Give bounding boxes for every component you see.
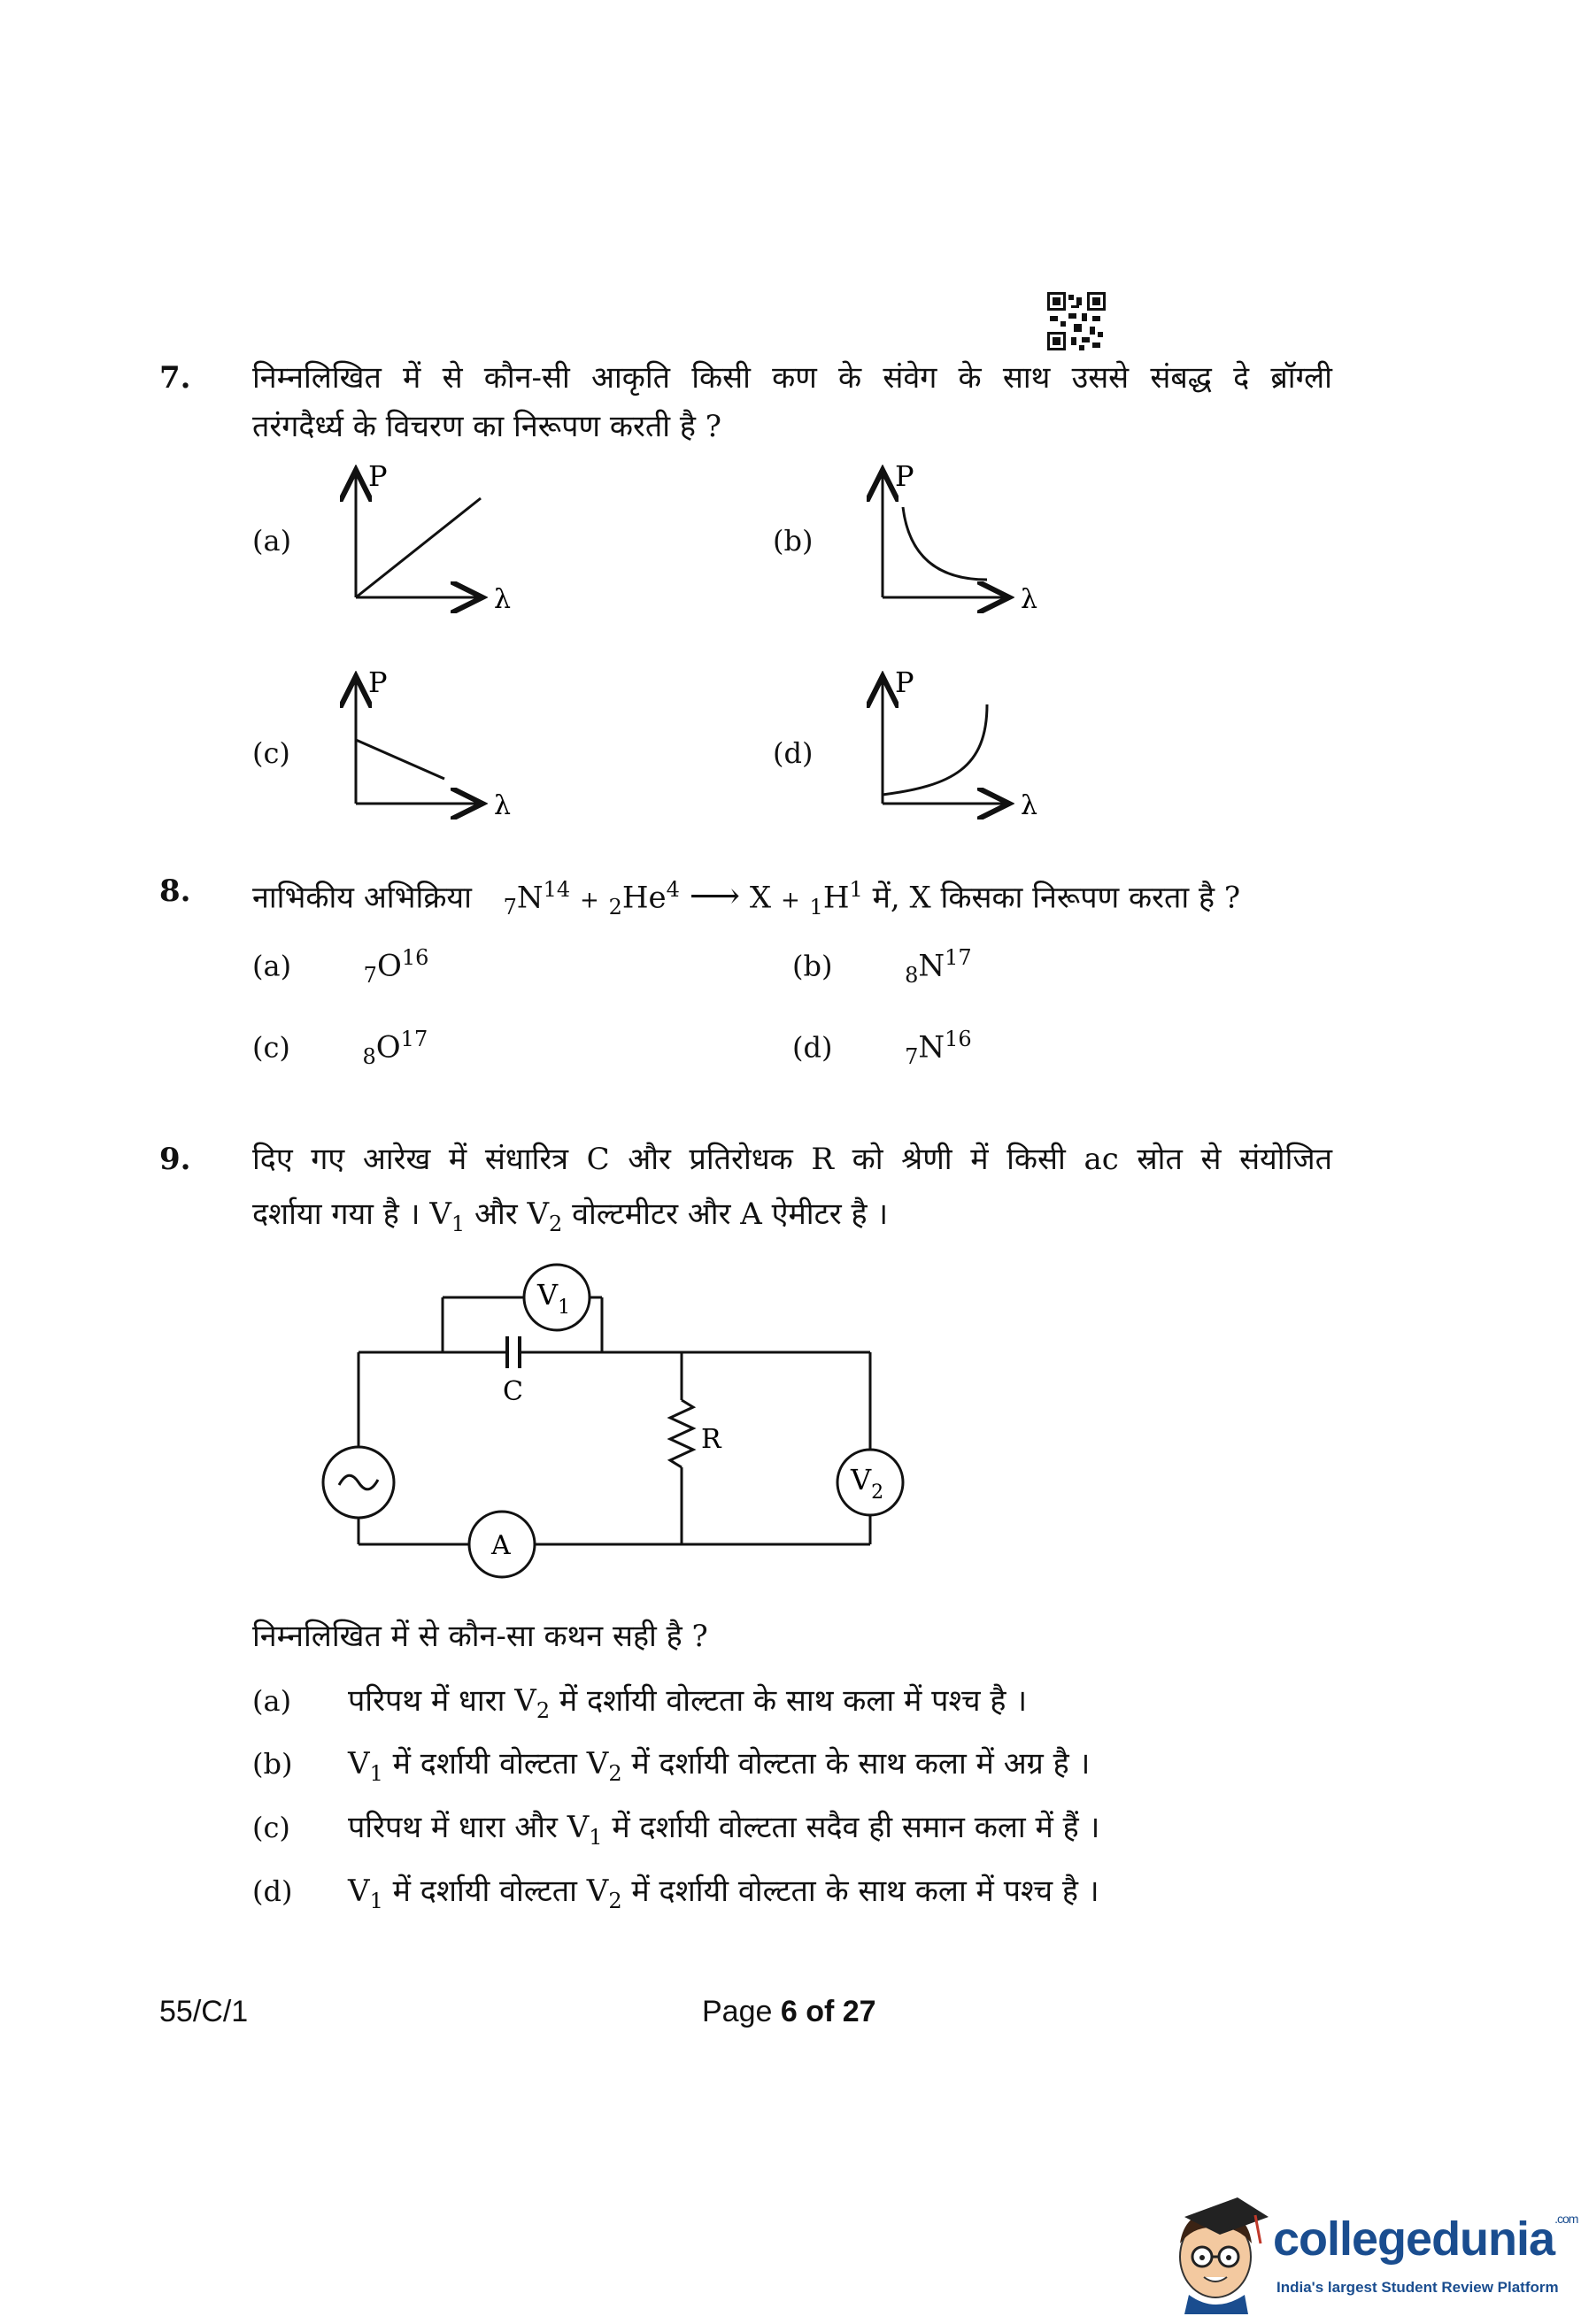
element-symbol: He <box>621 880 667 916</box>
paper-code: 55/C/1 <box>159 1995 249 2028</box>
voltmeter-v2-label: V <box>851 1463 872 1497</box>
reaction-arrow: ⟶ <box>689 875 741 917</box>
option-label: (c) <box>252 736 290 770</box>
y-axis-label: P <box>368 459 388 493</box>
option-a[interactable] <box>252 1677 1027 1735</box>
mass-number: 16 <box>401 945 429 970</box>
element-symbol: O <box>375 1029 401 1066</box>
element-symbol: H <box>822 880 850 916</box>
option-text: V <box>348 1874 370 1909</box>
x-axis-label: λ <box>494 584 512 615</box>
graph-b <box>863 456 1076 619</box>
graph-curve <box>903 507 987 580</box>
option-c[interactable] <box>252 1027 428 1069</box>
mass-number: 17 <box>400 1027 428 1051</box>
voltmeter-v2-subscript: 2 <box>871 1481 884 1504</box>
graph-curve <box>356 498 481 597</box>
text-fragment: वोल्टमीटर और A ऐमीटर है । <box>562 1197 889 1232</box>
subscript: 2 <box>608 1760 622 1786</box>
option-d[interactable] <box>252 1867 1099 1925</box>
option-b[interactable] <box>792 945 972 988</box>
option-b[interactable] <box>252 1740 1090 1797</box>
plus-sign: + <box>579 887 599 914</box>
question-text-line <box>252 1190 888 1248</box>
subscript: 1 <box>369 1888 383 1913</box>
mass-number: 4 <box>666 877 680 902</box>
y-axis-label: P <box>368 666 388 699</box>
option-label: (a) <box>252 524 292 558</box>
option-label: (a) <box>252 1684 292 1718</box>
reaction-prefix: नाभिकीय अभिक्रिया <box>252 880 472 916</box>
question-text-line: निम्नलिखित में से कौन-सी आकृति किसी कण के संवेग के साथ उससे संबद्ध दे ब्रॉग्ली <box>252 360 1332 396</box>
voltmeter-v1-label: V <box>537 1278 559 1312</box>
option-text: में दर्शायी वोल्टता के साथ कला में पश्च है । <box>621 1874 1099 1909</box>
option-label: (d) <box>773 736 814 770</box>
option-label: (d) <box>792 1030 833 1065</box>
capacitor-label: C <box>503 1376 523 1407</box>
brand-name <box>1273 2212 1577 2266</box>
option-label: (a) <box>252 949 292 983</box>
collegedunia-watermark <box>1167 2182 1578 2314</box>
text-fragment: और V <box>465 1197 550 1232</box>
option-label: (c) <box>252 1030 290 1065</box>
question-text <box>252 866 1240 931</box>
element-symbol: N <box>516 880 544 916</box>
graph-curve <box>356 740 444 779</box>
option-text: में दर्शायी वोल्टता के साथ कला में पश्च है । <box>550 1683 1028 1719</box>
plus-sign: + <box>780 887 800 914</box>
subscript: 1 <box>369 1760 383 1786</box>
ammeter-label: A <box>491 1530 511 1561</box>
atomic-number: 7 <box>503 895 517 920</box>
mass-number: 14 <box>543 877 571 902</box>
question-number: 8. <box>159 873 191 909</box>
graph-a <box>336 456 549 619</box>
x-axis-label: λ <box>1021 584 1038 615</box>
option-label: (d) <box>252 1874 293 1908</box>
option-label: (b) <box>773 524 814 558</box>
option-text: परिपथ में धारा V <box>348 1683 536 1719</box>
y-axis-label: P <box>895 459 914 493</box>
mass-number: 17 <box>945 945 972 970</box>
option-text: परिपथ में धारा और V <box>348 1810 590 1845</box>
graph-d <box>863 662 1076 826</box>
qr-code-icon <box>1047 292 1106 350</box>
subscript: 2 <box>536 1697 551 1723</box>
option-c[interactable] <box>252 1804 1099 1861</box>
question-number: 9. <box>159 1142 191 1177</box>
resistor-symbol <box>670 1400 693 1467</box>
mass-number: 1 <box>849 877 863 902</box>
option-text: में दर्शायी वोल्टता V <box>382 1874 609 1909</box>
atomic-number: 8 <box>905 963 919 989</box>
option-text: में दर्शायी वोल्टता के साथ कला में अग्र है । <box>621 1746 1091 1781</box>
mascot-icon <box>1167 2182 1273 2314</box>
page-indicator <box>702 1995 876 2029</box>
subscript: 2 <box>549 1211 563 1236</box>
text-fragment: दर्शाया गया है । V <box>252 1197 451 1232</box>
atomic-number: 7 <box>363 963 377 989</box>
page-prefix: Page <box>702 1995 781 2028</box>
page-total: 27 <box>842 1995 876 2028</box>
option-a[interactable] <box>252 945 428 988</box>
question-text-line: तरंगदैर्ध्य के विचरण का निरूपण करती है ? <box>252 409 721 444</box>
atomic-number: 7 <box>905 1044 919 1070</box>
reaction-suffix: में, X किसका निरूपण करता है ? <box>872 880 1241 916</box>
page-of: of <box>797 1995 843 2028</box>
page-current: 6 <box>780 1995 798 2028</box>
option-text: में दर्शायी वोल्टता सदैव ही समान कला में हैं । <box>602 1810 1100 1845</box>
y-axis-label: P <box>895 666 914 699</box>
graph-curve <box>883 704 987 795</box>
subscript: 2 <box>608 1888 622 1913</box>
subscript: 1 <box>589 1824 603 1850</box>
unknown-product: X <box>749 880 772 916</box>
atomic-number: 2 <box>608 895 622 920</box>
subscript: 1 <box>451 1211 466 1236</box>
option-label: (c) <box>252 1811 290 1844</box>
option-d[interactable] <box>792 1027 972 1069</box>
question-prompt: निम्नलिखित में से कौन-सा कथन सही है ? <box>252 1619 708 1654</box>
circuit-diagram <box>314 1248 952 1593</box>
option-text: में दर्शायी वोल्टता V <box>382 1746 609 1781</box>
voltmeter-v1-subscript: 1 <box>558 1297 571 1319</box>
x-axis-label: λ <box>494 790 512 821</box>
element-symbol: O <box>376 948 402 984</box>
graph-c <box>336 662 549 826</box>
element-symbol: N <box>918 1029 945 1066</box>
x-axis-label: λ <box>1021 790 1038 821</box>
atomic-number: 1 <box>809 895 823 920</box>
option-label: (b) <box>252 1747 293 1781</box>
brand-text: collegedunia <box>1273 2212 1555 2266</box>
brand-tagline: India's largest Student Review Platform <box>1276 2279 1559 2296</box>
option-label: (b) <box>792 949 833 983</box>
resistor-label: R <box>701 1424 721 1455</box>
brand-suffix: .com <box>1554 2212 1578 2226</box>
atomic-number: 8 <box>362 1044 376 1070</box>
question-text-line: दिए गए आरेख में संधारित्र C और प्रतिरोधक R को श्रेणी में किसी ac स्रोत से संयोजित <box>252 1142 1332 1177</box>
option-text: V <box>348 1746 370 1781</box>
question-number: 7. <box>159 360 191 396</box>
mass-number: 16 <box>945 1027 972 1051</box>
element-symbol: N <box>918 948 945 984</box>
